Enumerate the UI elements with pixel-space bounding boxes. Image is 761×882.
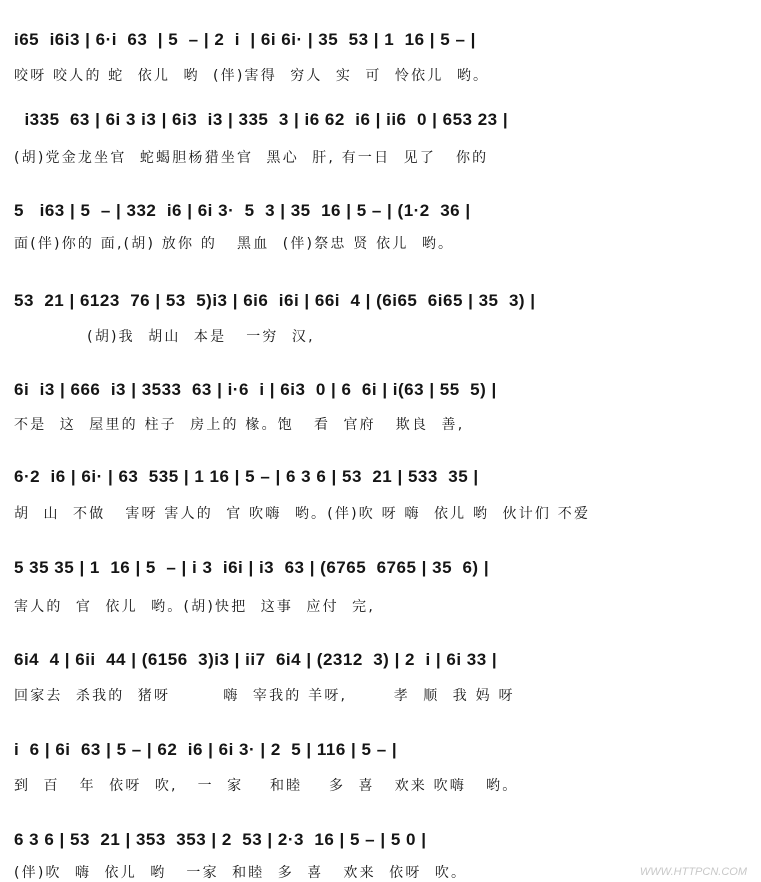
lyrics-row: 回家去 杀我的 猪呀 嗨 宰我的 羊呀, 孝 顺 我 妈 呀	[14, 688, 515, 704]
lyrics-row: 胡 山 不做 害呀 害人的 官 吹嗨 哟。(伴)吹 呀 嗨 依儿 哟 伙计们 不爱	[14, 506, 591, 522]
lyrics-row: 面(伴)你的 面,(胡) 放你 的 黑血 (伴)祭忠 贤 依儿 哟。	[14, 236, 455, 252]
lyrics-row: 到 百 年 依呀 吹, 一 家 和睦 多 喜 欢来 吹嗨 哟。	[14, 778, 519, 794]
notation-row: 5 35 35 | 1 16 | 5 – | i 3 i6i | i3 63 | (6765 6765 | 35 6) |	[14, 558, 490, 577]
notation-row: i65 i6i3 | 6·i 63 | 5 – | 2 i | 6i 6i· | 35 53 | 1 16 | 5 – |	[14, 30, 476, 49]
lyrics-row: (伴)吹 嗨 依儿 哟 一家 和睦 多 喜 欢来 依呀 吹。	[14, 865, 468, 881]
notation-row: i335 63 | 6i 3 i3 | 6i3 i3 | 335 3 | i6 62 i6 | ii6 0 | 653 23 |	[14, 110, 509, 129]
notation-row: 6 3 6 | 53 21 | 353 353 | 2 53 | 2·3 16 | 5 – | 5 0 |	[14, 830, 427, 849]
lyrics-row: 害人的 官 依儿 哟。(胡)快把 这事 应付 完,	[14, 599, 375, 615]
notation-row: i 6 | 6i 63 | 5 – | 62 i6 | 6i 3· | 2 5 | 116 | 5 – |	[14, 740, 398, 759]
lyrics-row: 咬呀 咬人的 蛇 依儿 哟 (伴)害得 穷人 实 可 怜依儿 哟。	[14, 68, 490, 84]
lyrics-row: (胡)党金龙坐官 蛇蝎胆杨猎坐官 黑心 肝, 有一日 见了 你的	[14, 150, 489, 166]
lyrics-row: 不是 这 屋里的 柱子 房上的 椽。饱 看 官府 欺良 善,	[14, 417, 465, 433]
notation-row: 53 21 | 6123 76 | 53 5)i3 | 6i6 i6i | 66i 4 | (6i65 6i65 | 35 3) |	[14, 291, 536, 310]
notation-row: 6i4 4 | 6ii 44 | (6156 3)i3 | ii7 6i4 | (2312 3) | 2 i | 6i 33 |	[14, 650, 498, 669]
lyrics-row: (胡)我 胡山 本是 一穷 汉,	[14, 329, 315, 345]
notation-row: 6i i3 | 666 i3 | 3533 63 | i·6 i | 6i3 0 | 6 6i | i(63 | 55 5) |	[14, 380, 497, 399]
site-watermark: WWW.HTTPCN.COM	[639, 866, 747, 878]
notation-row: 6·2 i6 | 6i· | 63 535 | 1 16 | 5 – | 6 3 6 | 53 21 | 533 35 |	[14, 467, 479, 486]
notation-row: 5 i63 | 5 – | 332 i6 | 6i 3· 5 3 | 35 16 | 5 – | (1·2 36 |	[14, 201, 471, 220]
